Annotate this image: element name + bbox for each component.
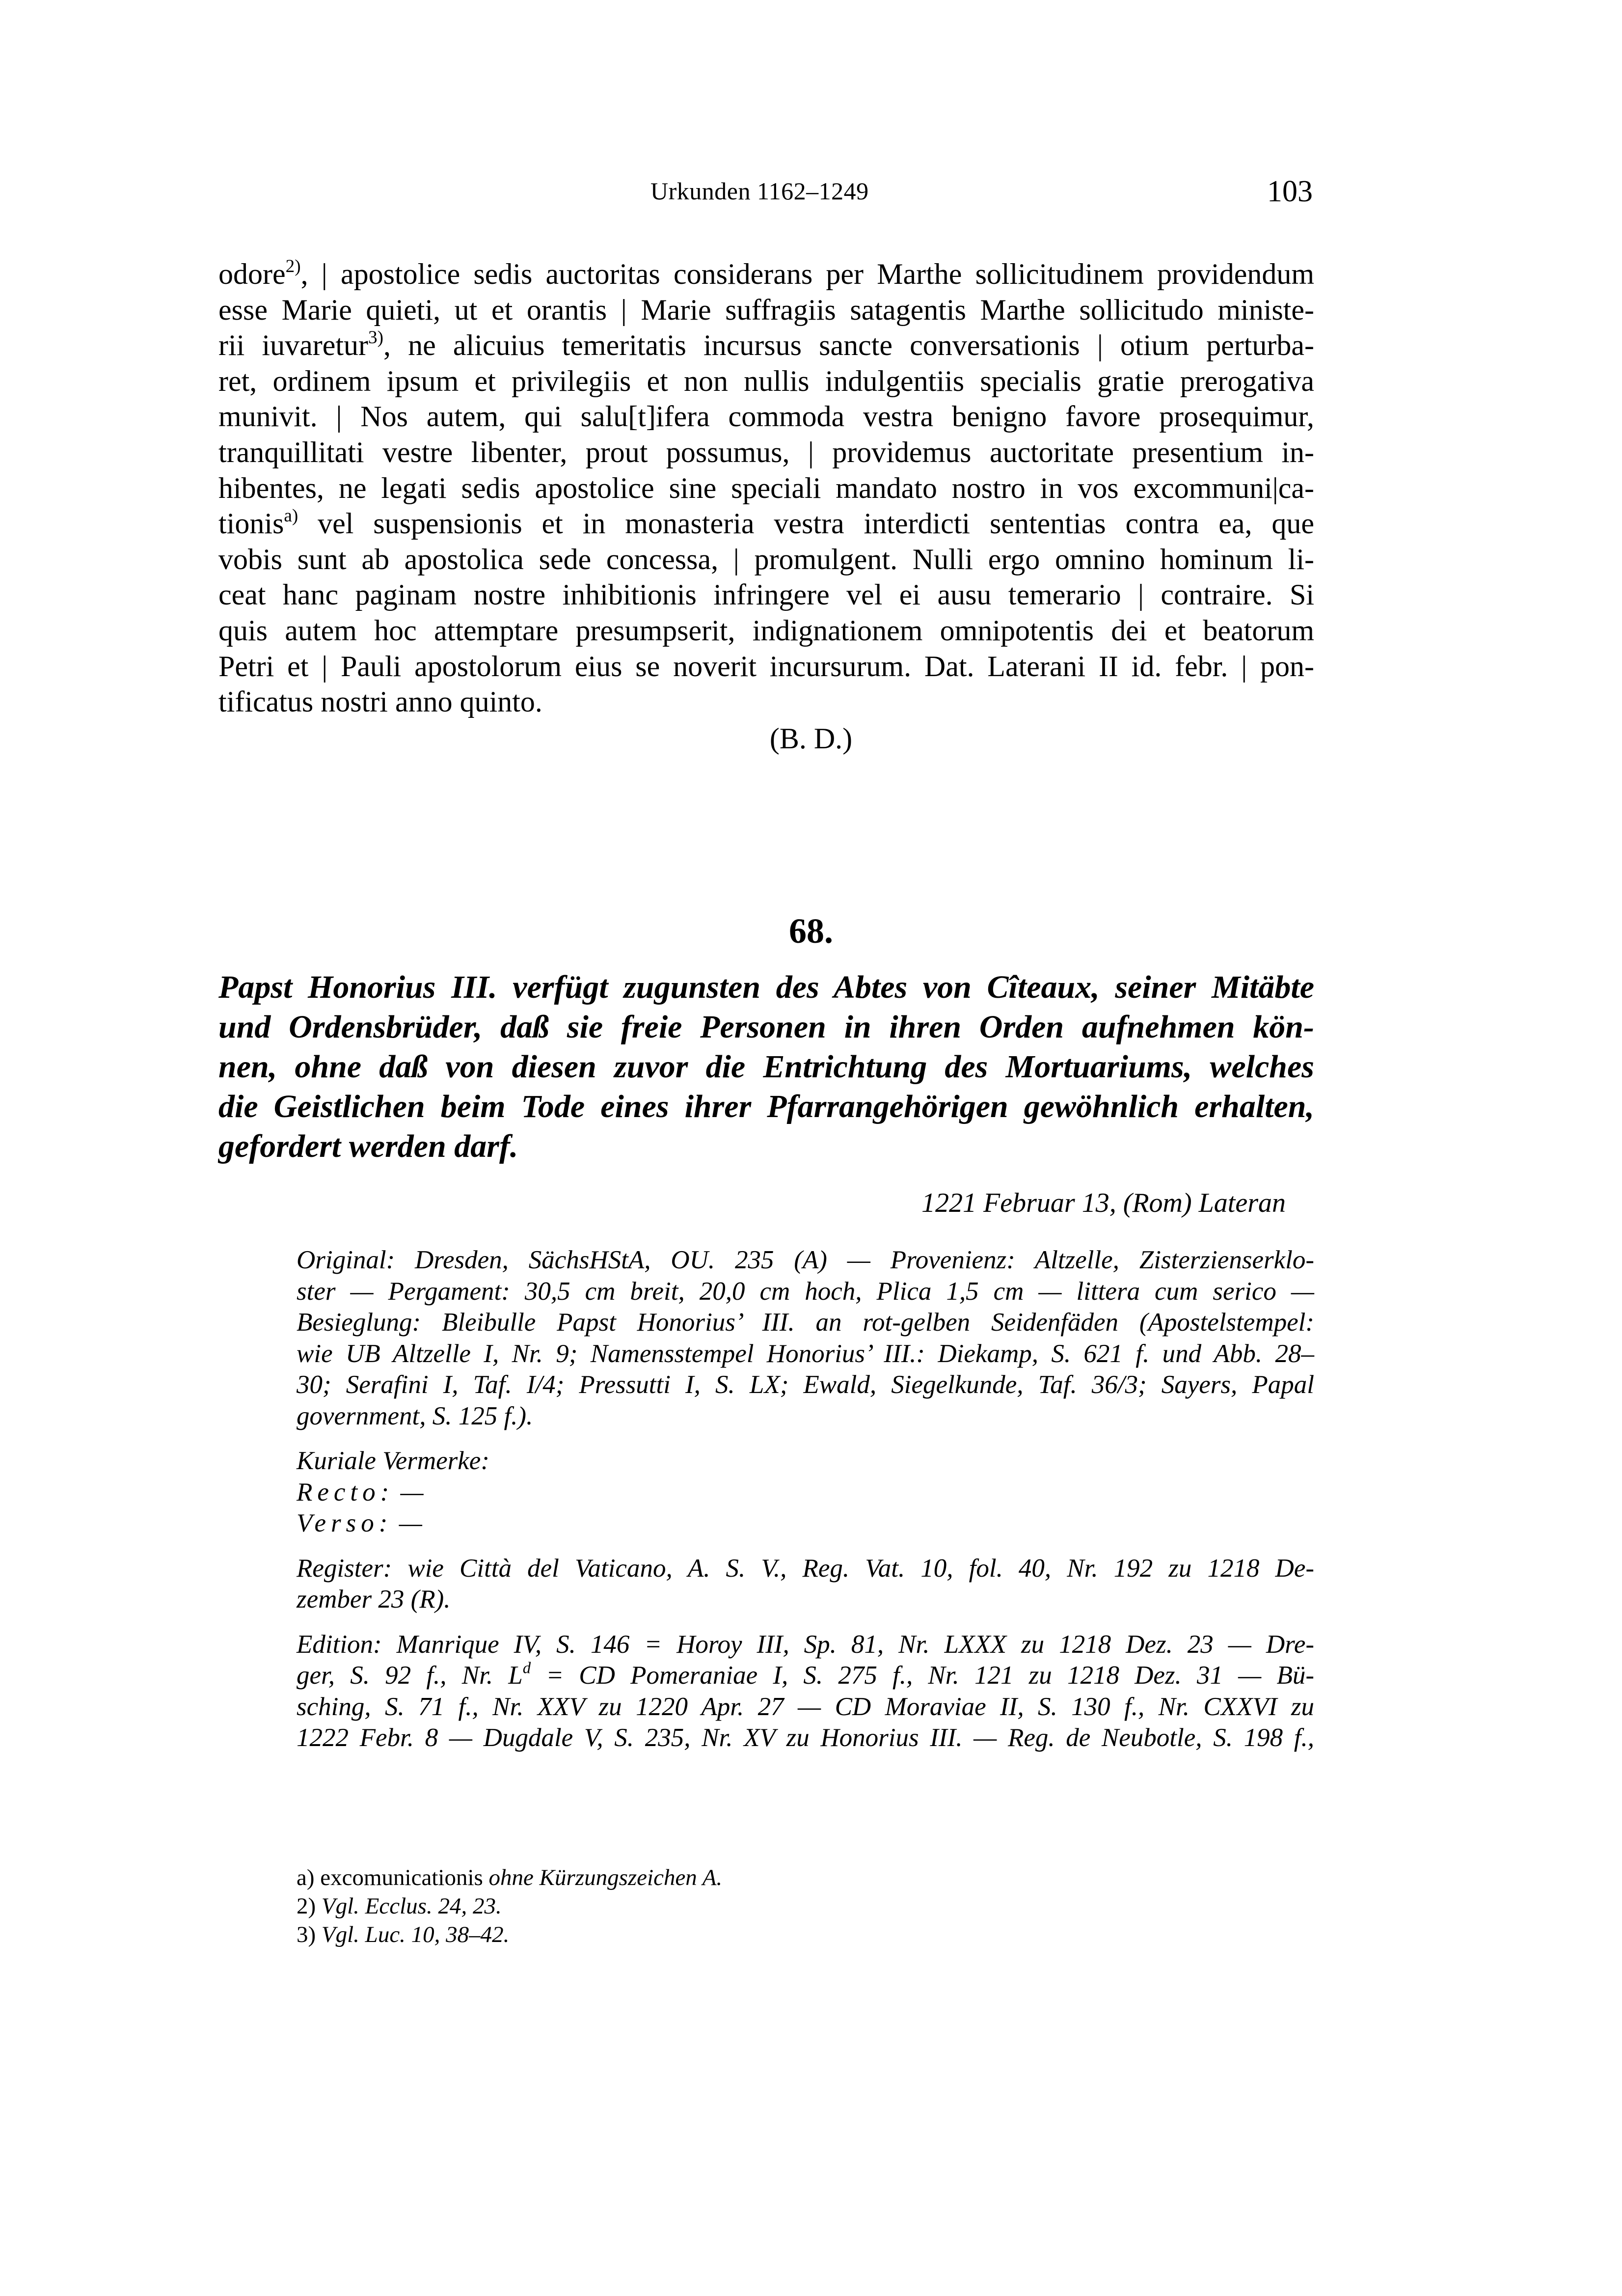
apparatus-line: government, S. 125 f.). <box>297 1401 533 1430</box>
apparatus-line: Edition: Manrique IV, S. 146 = Horoy III, Sp. 81, Nr. LXXX zu 1218 Dez. 23 — Dre- <box>297 1630 1314 1659</box>
footnote: 2) Vgl. Ecclus. 24, 23. <box>297 1893 502 1919</box>
apparatus-line: Original: Dresden, SächsHStA, OU. 235 (A) — Provenienz: Altzelle, Zisterzienserklo- <box>297 1246 1314 1274</box>
superscript-d: d <box>522 1659 531 1677</box>
apparatus-line: Register: wie Città del Vaticano, A. S. V., Reg. Vat. 10, fol. 40, Nr. 192 zu 1218 De- <box>297 1554 1314 1583</box>
text-line: vobis sunt ab apostolica sede concessa, | promulgent. Nulli ergo omnino hominum li- <box>218 543 1314 575</box>
running-head: Urkunden 1162–1249 <box>650 177 869 205</box>
edition-note <box>297 1629 1314 1754</box>
footnote: 3) Vgl. Luc. 10, 38–42. <box>297 1922 510 1947</box>
verso-label: Verso: <box>297 1509 393 1537</box>
regest-heading <box>218 967 1314 1166</box>
text-line: ret, ordinem ipsum et privilegiis et non nullis indulgentiis specialis gratie prerogativa <box>218 364 1314 397</box>
footnote-mark: a) <box>297 1865 315 1890</box>
footnote-mark: 3) <box>297 1922 316 1947</box>
regest-line: nen, ohne daß von diesen zuvor die Entrichtung des Mortuariums, welches <box>218 1049 1314 1085</box>
text-line: rii iuvaretur$^{3)}$, ne alicuius temeritatis incursus sancte conversationis | otium perturba- <box>218 328 1314 362</box>
footnote-ref: 3) <box>368 328 383 348</box>
text-line: esse Marie quieti, ut et orantis | Marie suffragiis satagentis Marthe sollicitudo ministe- <box>218 293 1314 326</box>
critical-apparatus <box>297 1245 1314 1768</box>
regest-line: und Ordensbrüder, daß sie freie Personen in ihren Orden aufnehmen kön- <box>218 1009 1314 1045</box>
apparatus-line: zember 23 (R). <box>297 1585 451 1613</box>
text-line: hibentes, ne legati sedis apostolice sine speciali mandato nostro in vos excommuni|ca- <box>218 471 1314 504</box>
regest-line: Papst Honorius III. verfügt zugunsten des Abtes von Cîteaux, seiner Mitäbte <box>218 969 1314 1005</box>
footnote: a) excomunicationis ohne Kürzungszeichen A. <box>297 1865 723 1890</box>
regest-line: gefordert werden darf. <box>218 1128 518 1164</box>
original-description <box>297 1245 1314 1432</box>
date-place: 1221 Februar 13, (Rom) Lateran <box>921 1188 1286 1218</box>
apparatus-line: ster — Pergament: 30,5 cm breit, 20,0 cm hoch, Plica 1,5 cm — littera cum serico — <box>297 1277 1314 1306</box>
text-line: ceat hanc paginam nostre inhibitionis infringere vel ei ausu temerario | contraire. Si <box>218 578 1314 611</box>
footnote-mark: 2) <box>297 1893 316 1919</box>
footnote-ref: 2) <box>285 256 301 276</box>
text-line: tranquillitati vestre libenter, prout possumus, | providemus auctoritate presentium in- <box>218 436 1314 468</box>
verso-line: Verso: — <box>297 1509 422 1537</box>
text-line: munivit. | Nos autem, qui salu[t]ifera commoda vestra benigno favore prosequimur, <box>218 400 1314 433</box>
seal-note: (B. D.) <box>769 722 853 755</box>
footnote-ref: a) <box>284 505 298 526</box>
regest-line: die Geistlichen beim Tode eines ihrer Pfarrangehörigen gewöhnlich erhalten, <box>218 1089 1314 1124</box>
text-line: Petri et | Pauli apostolorum eius se noverit incursurum. Dat. Laterani II id. febr. | pon- <box>218 650 1314 683</box>
curial-notes <box>297 1446 1314 1539</box>
page-number: 103 <box>1267 175 1313 208</box>
apparatus-line: wie UB Altzelle I, Nr. 9; Namensstempel Honorius’ III.: Diekamp, S. 621 f. und Abb. 28– <box>297 1339 1314 1368</box>
apparatus-line: Besieglung: Bleibulle Papst Honorius’ III. an rot-gelben Seidenfäden (Apostelstempel: <box>297 1308 1314 1337</box>
document-number: 68. <box>789 911 833 951</box>
text-line: tificatus nostri anno quinto. <box>218 685 542 718</box>
footnotes <box>297 1863 1314 1949</box>
recto-line: Recto: — <box>297 1477 424 1506</box>
charter-text <box>218 256 1314 720</box>
text-line: tionis$^{a)}$ vel suspensionis et in monasteria vestra interdicti sententias contra ea, que <box>218 505 1314 540</box>
apparatus-line: sching, S. 71 f., Nr. XXV zu 1220 Apr. 27 — CD Moraviae II, S. 130 f., Nr. CXXVI zu <box>297 1692 1314 1721</box>
apparatus-line: 30; Serafini I, Taf. I/4; Pressutti I, S. LX; Ewald, Siegelkunde, Taf. 36/3; Sayers, Papal <box>297 1370 1314 1399</box>
recto-label: Recto: <box>297 1477 394 1506</box>
text-line: quis autem hoc attemptare presumpserit, indignationem omnipotentis dei et beatorum <box>218 614 1314 647</box>
apparatus-line: 1222 Febr. 8 — Dugdale V, S. 235, Nr. XV zu Honorius III. — Reg. de Neubotle, S. 198 f., <box>297 1723 1314 1752</box>
text-line: odore$^{2)}$, | apostolice sedis auctoritas considerans per Marthe sollicitudinem providendum <box>218 256 1314 290</box>
apparatus-line: ger, S. 92 f., Nr. $L^d$ = CD Pomeraniae I, S. 275 f., Nr. 121 zu 1218 Dez. 31 — Bü- <box>297 1659 1314 1690</box>
register-note <box>297 1553 1314 1615</box>
kuriale-label: Kuriale Vermerke: <box>297 1447 489 1475</box>
